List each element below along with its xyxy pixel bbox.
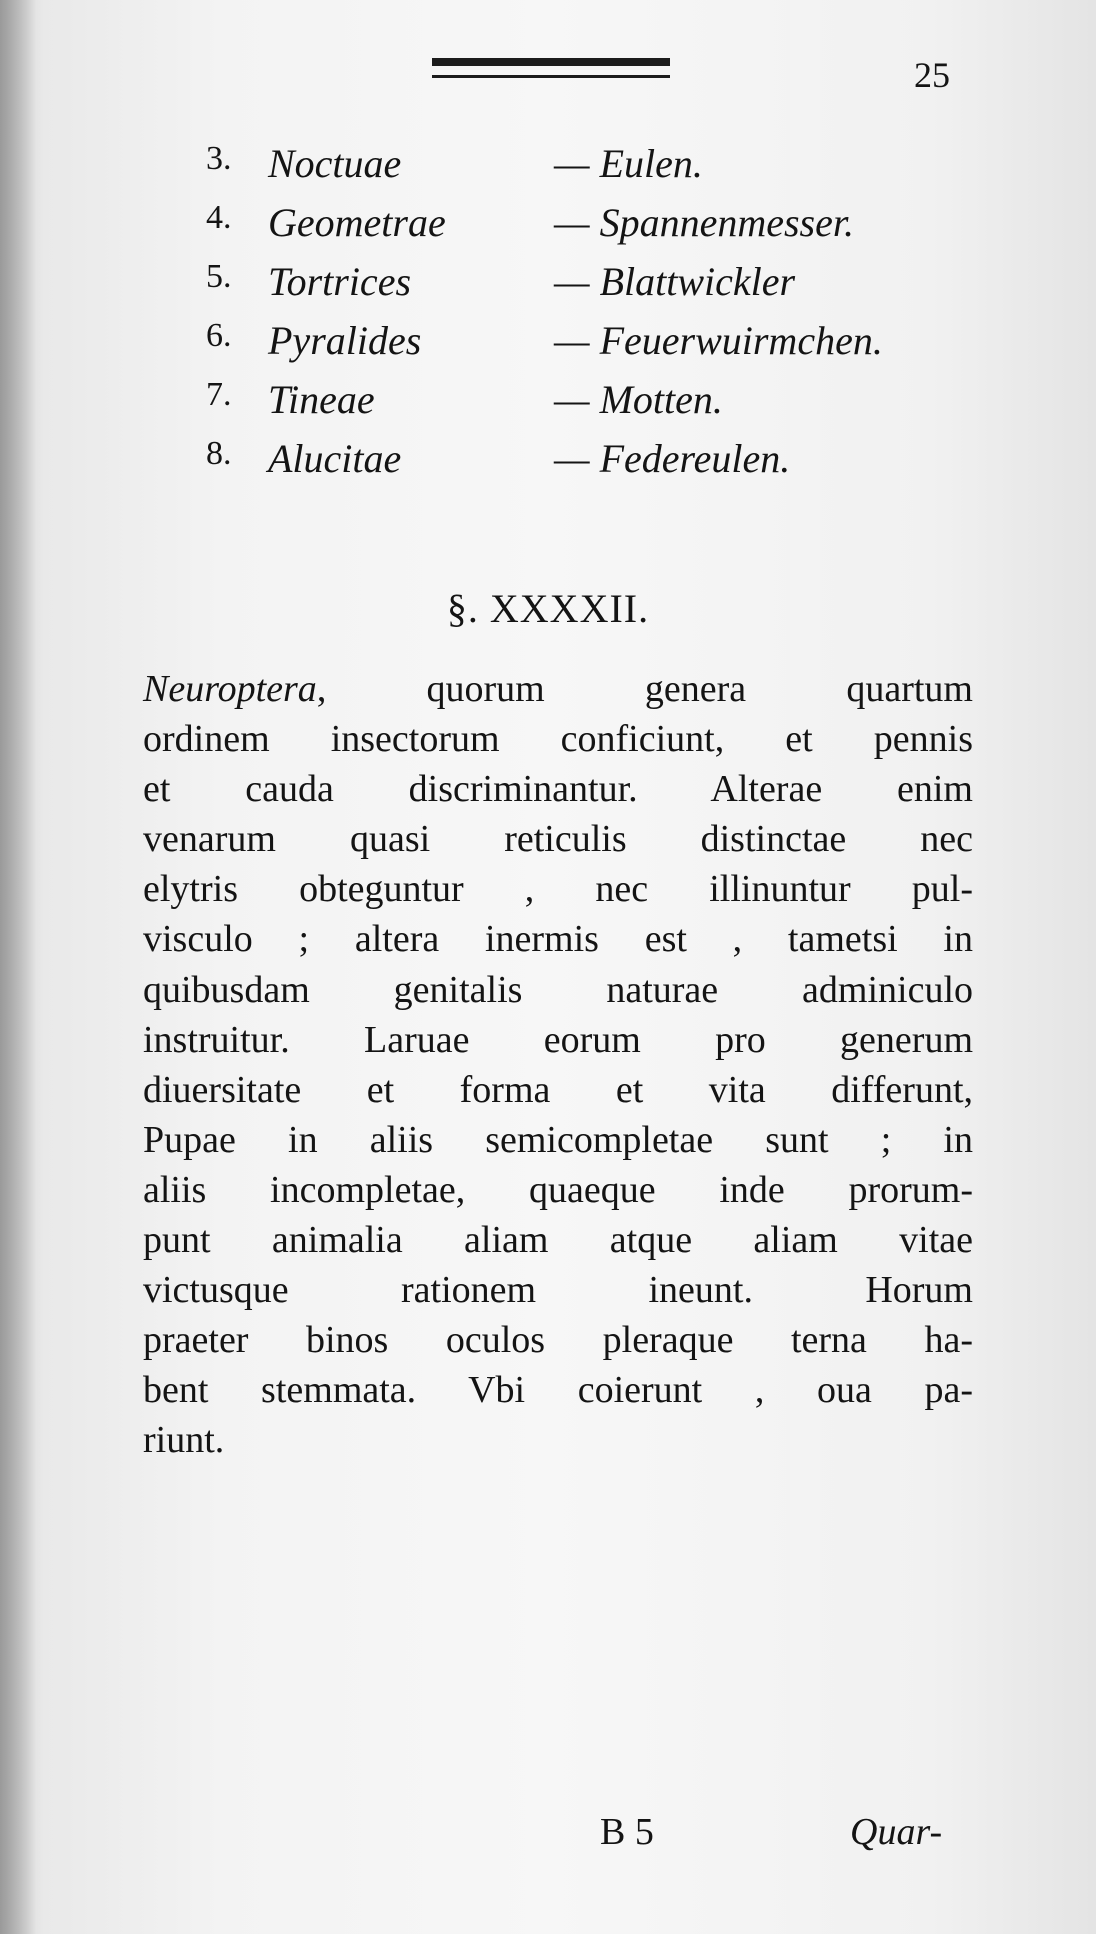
text-line: Pupae in aliis semicompletae sunt ; in bbox=[143, 1118, 973, 1161]
first-word: Neuroptera bbox=[143, 668, 317, 710]
order-row bbox=[206, 376, 986, 435]
order-german-name: — Eulen. bbox=[554, 141, 703, 186]
order-list bbox=[206, 140, 986, 494]
body-paragraph bbox=[143, 664, 973, 1466]
order-row bbox=[206, 435, 986, 494]
text-line: riunt. bbox=[143, 1419, 225, 1462]
order-latin-name: Alucitae bbox=[268, 436, 402, 481]
text-line: et cauda discriminantur. Alterae enim bbox=[143, 768, 973, 811]
order-row bbox=[206, 199, 986, 258]
order-german-name: — Feuerwuirmchen. bbox=[554, 318, 883, 363]
gutter-shadow bbox=[0, 0, 36, 1934]
text-line bbox=[143, 664, 973, 714]
page-number: 25 bbox=[914, 55, 950, 95]
text-line: visculo ; altera inermis est , tametsi in bbox=[143, 918, 973, 961]
order-german-name: — Spannenmesser. bbox=[554, 200, 854, 245]
header-rule-thin bbox=[432, 75, 670, 78]
order-number: 3. bbox=[206, 140, 232, 177]
text-line: punt animalia aliam atque aliam vitae bbox=[143, 1219, 973, 1262]
header-rule-thick bbox=[432, 58, 670, 66]
text-line: quibusdam genitalis naturae adminiculo bbox=[143, 968, 973, 1011]
section-heading: §. XXXXII. bbox=[446, 586, 650, 631]
order-latin-name: Pyralides bbox=[268, 318, 422, 363]
order-number: 7. bbox=[206, 376, 232, 413]
order-latin-name: Tortrices bbox=[268, 259, 412, 304]
order-number: 4. bbox=[206, 199, 232, 236]
order-number: 8. bbox=[206, 435, 232, 472]
order-latin-name: Tineae bbox=[268, 377, 375, 422]
catchword: Quar- bbox=[850, 1811, 943, 1853]
text-line: victusque rationem ineunt. Horum bbox=[143, 1269, 973, 1312]
order-number: 6. bbox=[206, 317, 232, 354]
text-line: venarum quasi reticulis distinctae nec bbox=[143, 818, 973, 861]
signature-mark: B 5 bbox=[600, 1811, 654, 1853]
order-german-name: — Motten. bbox=[554, 377, 723, 422]
header-rule bbox=[432, 58, 670, 88]
page-footer bbox=[0, 1810, 1096, 1860]
text-line-rest: , quorum genera quartum bbox=[316, 668, 973, 710]
text-line: elytris obteguntur , nec illinuntur pul- bbox=[143, 868, 973, 911]
order-german-name: — Federeulen. bbox=[554, 436, 791, 481]
order-row bbox=[206, 317, 986, 376]
text-line: aliis incompletae, quaeque inde prorum- bbox=[143, 1168, 973, 1211]
text-line: ordinem insectorum conficiunt, et pennis bbox=[143, 718, 973, 761]
order-row bbox=[206, 140, 986, 199]
order-number: 5. bbox=[206, 258, 232, 295]
text-line: bent stemmata. Vbi coierunt , oua pa- bbox=[143, 1369, 973, 1412]
text-line: praeter binos oculos pleraque terna ha- bbox=[143, 1319, 973, 1362]
order-latin-name: Geometrae bbox=[268, 200, 446, 245]
order-row bbox=[206, 258, 986, 317]
order-latin-name: Noctuae bbox=[268, 141, 402, 186]
text-line: instruitur. Laruae eorum pro generum bbox=[143, 1018, 973, 1061]
text-line: diuersitate et forma et vita differunt, bbox=[143, 1068, 973, 1111]
order-german-name: — Blattwickler bbox=[554, 259, 796, 304]
